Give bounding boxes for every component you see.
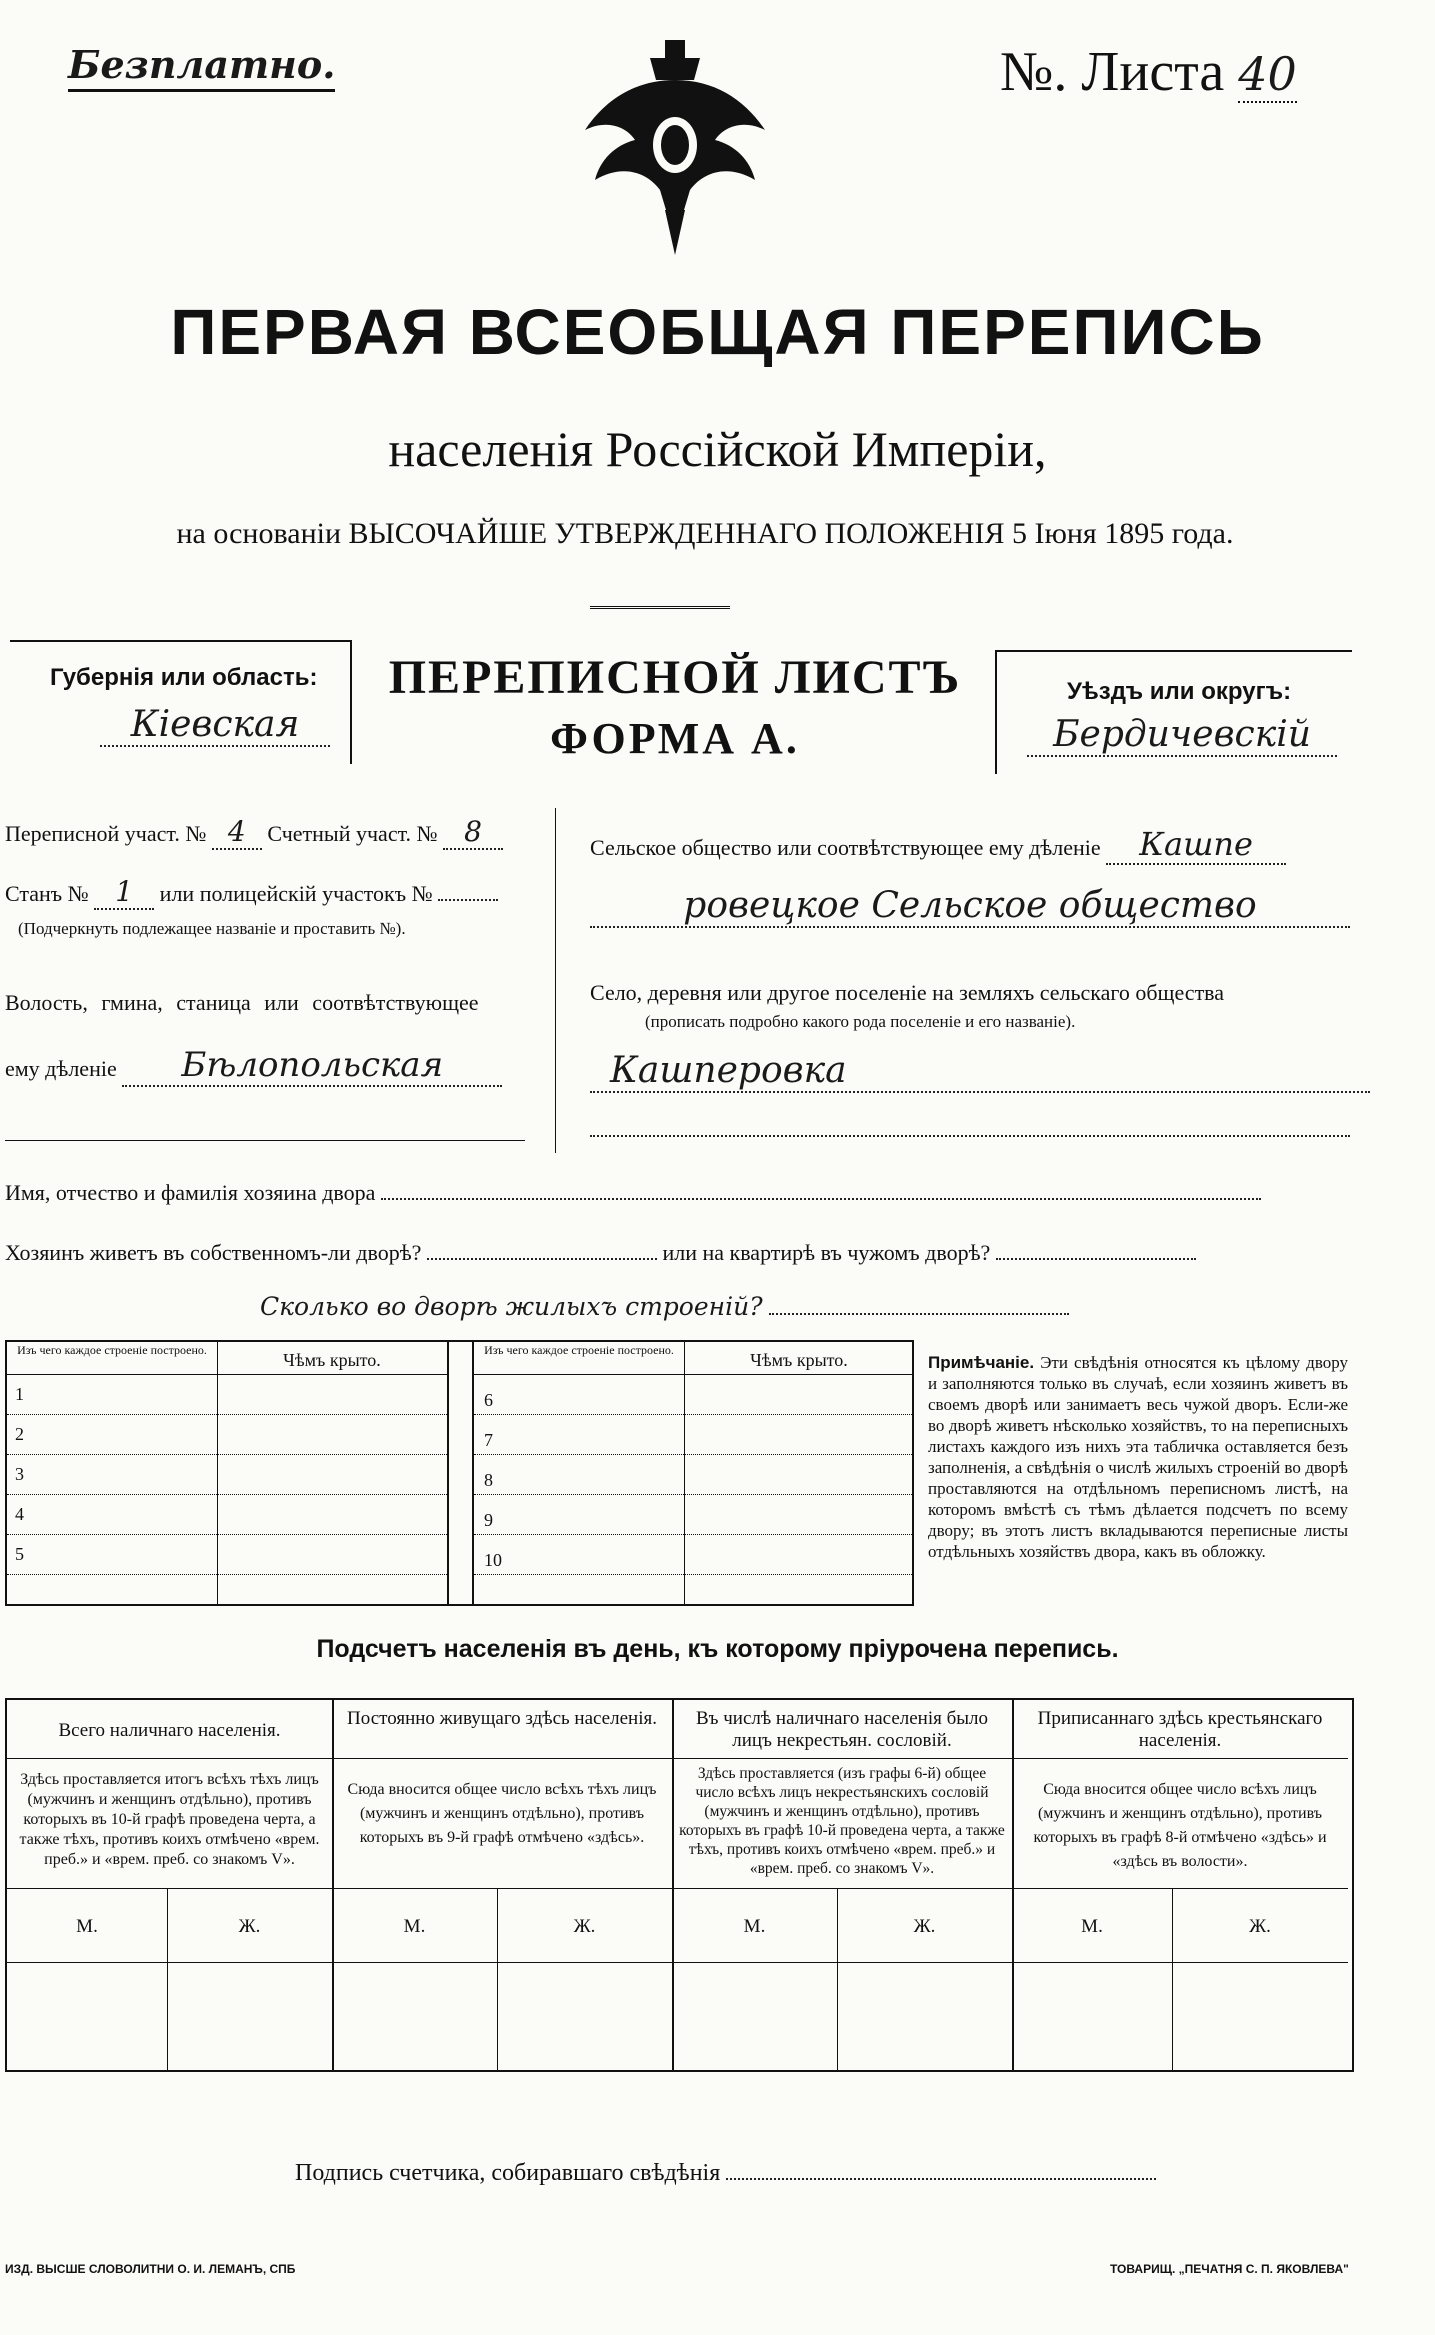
- count-col1-zh: Ж.: [238, 1916, 261, 1937]
- count-col2-head: Постоянно живущаго здѣсь населенія.: [347, 1708, 657, 1729]
- uchast-label: Переписной участ. №: [5, 821, 207, 846]
- row-num-4: 4: [15, 1504, 24, 1524]
- count-col3-zh: Ж.: [913, 1916, 936, 1937]
- stan-value[interactable]: 1: [94, 875, 154, 910]
- buildings-label: Сколько во дворѣ жилыхъ строеній?: [260, 1292, 763, 1321]
- count-table: [5, 1698, 1354, 2072]
- count-col4-zh: Ж.: [1249, 1916, 1271, 1937]
- count-col3-m: М.: [743, 1916, 766, 1937]
- row-num-9: 9: [484, 1510, 493, 1530]
- volost-label-2: ему дѣленіе: [5, 1056, 117, 1081]
- count-col1-head: Всего наличнаго населенія.: [58, 1720, 281, 1741]
- volost-row: [5, 1045, 525, 1087]
- row-num-6: 6: [484, 1390, 493, 1410]
- row-num-2: 2: [15, 1424, 24, 1444]
- police-value[interactable]: [438, 899, 498, 901]
- subtitle: населенія Россійской Имперіи,: [388, 421, 1047, 477]
- signature-value[interactable]: [726, 2178, 1156, 2180]
- owner-residence-row: [5, 1240, 1355, 1266]
- rent-value[interactable]: [996, 1258, 1196, 1260]
- owner-name-value[interactable]: [381, 1198, 1261, 1200]
- count-col1-m: М.: [76, 1916, 98, 1937]
- uezd-box: [995, 650, 1352, 774]
- schet-label: Счетный участ. №: [267, 821, 438, 846]
- gubernia-label: Губернія или область:: [50, 664, 318, 691]
- count-col3-head: Въ числѣ наличнаго населенія было лицъ некрестьян. сословій.: [695, 1708, 989, 1751]
- volost-value[interactable]: Бѣлопольская: [122, 1045, 502, 1087]
- vertical-divider: [555, 808, 556, 1153]
- ornament-divider: [590, 606, 730, 609]
- main-title: ПЕРВАЯ ВСЕОБЩАЯ ПЕРЕПИСЬ: [170, 296, 1265, 368]
- count-col2-desc: Сюда вносится общее число всѣхъ тѣхъ лицъ (мужчинъ и женщинъ отдѣльно), противъ которыхъ въ 9-й графѣ отмѣчено «здѣсь».: [347, 1781, 657, 1846]
- count-col2-m: М.: [403, 1916, 426, 1937]
- owner-name-label: Имя, отчество и фамилія хозяина двора: [5, 1180, 376, 1205]
- printer-right: ТОВАРИЩ. „ПЕЧАТНЯ С. П. ЯКОВЛЕВА": [1110, 2262, 1349, 2276]
- free-label: Безплатно.: [68, 42, 335, 92]
- own-yard-value[interactable]: [427, 1258, 657, 1260]
- left-block-rule: [5, 1140, 525, 1141]
- society-value-2[interactable]: ровецкое Сельское общество: [590, 885, 1350, 928]
- village-note: (прописать подробно какого рода поселеніе и его названіе).: [645, 1012, 1076, 1031]
- village-value[interactable]: Кашперовка: [590, 1050, 1370, 1093]
- remark-block: [928, 1352, 1348, 1562]
- row-num-5: 5: [15, 1544, 24, 1564]
- volost-label: Волость, гмина, станица или соотвѣтствующее: [5, 990, 479, 1015]
- count-col2-zh: Ж.: [573, 1916, 596, 1937]
- count-col4-m: М.: [1081, 1916, 1103, 1937]
- buildings-row: [260, 1292, 1069, 1322]
- roof-header-right: Чѣмъ крыто.: [750, 1350, 848, 1370]
- count-col4-desc: Сюда вносится общее число всѣхъ лицъ (мужчинъ и женщинъ отдѣльно), противъ которыхъ въ графѣ 8-й отмѣчено «здѣсь» и «здѣсь въ волости».: [1033, 1781, 1327, 1870]
- remark-title: Примѣчаніе.: [928, 1353, 1035, 1372]
- row-num-10: 10: [484, 1550, 502, 1570]
- count-col3-desc: Здѣсь проставляется (изъ графы 6-й) общее число всѣхъ лицъ некрестьянскихъ сословій (мужчинъ и женщинъ отдѣльно), противъ которыхъ въ графѣ 10-й проведена черта, а также тѣхъ, противъ коихъ отмѣчено «врем. преб.» и «врем. преб. со знакомъ V».: [679, 1765, 1005, 1877]
- stan-row: [5, 875, 545, 910]
- sheet-number-label: №. Листа: [1000, 41, 1225, 103]
- printer-left: ИЗД. ВЫСШЕ СЛОВОЛИТНИ О. И. ЛЕМАНЪ, СПБ: [5, 2262, 296, 2276]
- police-label: или полицейскій участокъ №: [159, 881, 433, 906]
- stan-note: (Подчеркнуть подлежащее названіе и проставить №).: [18, 919, 406, 938]
- signature-label: Подпись счетчика, собиравшаго свѣдѣнія: [295, 2160, 721, 2186]
- gubernia-box: [10, 640, 352, 764]
- village-extra-line[interactable]: [590, 1135, 1350, 1137]
- count-col4-head: Приписаннаго здѣсь крестьянскаго населенія.: [1037, 1708, 1323, 1751]
- buildings-table: [5, 1340, 914, 1606]
- society-label: Сельское общество или соотвѣтствующее ему дѣленіе: [590, 835, 1101, 860]
- society-value[interactable]: Кашпе: [1106, 825, 1286, 865]
- rent-label: или на квартирѣ въ чужомъ дворѣ?: [662, 1240, 991, 1265]
- society-row: [590, 825, 1390, 865]
- uezd-label: Уѣздъ или округъ:: [1067, 678, 1292, 705]
- count-col1-desc: Здѣсь проставляется итогъ всѣхъ тѣхъ лицъ (мужчинъ и женщинъ отдѣльно), противъ которыхъ въ 10-й графѣ проведена черта, а также тѣхъ, противъ коихъ отмѣчено «врем. преб.» и «врем. преб. со знакомъ V».: [19, 1771, 320, 1868]
- uchast-row: [5, 815, 545, 850]
- form-title: [370, 650, 980, 764]
- form-title-line2: ФОРМА А.: [550, 714, 800, 763]
- row-num-7: 7: [484, 1430, 493, 1450]
- own-yard-label: Хозяинъ живетъ въ собственномъ-ли дворѣ?: [5, 1240, 422, 1265]
- basis-line: на основаніи ВЫСОЧАЙШЕ УТВЕРЖДЕННАГО ПОЛОЖЕНІЯ 5 Іюня 1895 года.: [176, 517, 1234, 550]
- buildings-value[interactable]: [769, 1313, 1069, 1315]
- row-num-8: 8: [484, 1470, 493, 1490]
- row-num-3: 3: [15, 1464, 24, 1484]
- material-header-right: Изъ чего каждое строеніе построено.: [484, 1343, 674, 1357]
- uchast-value[interactable]: 4: [212, 815, 262, 850]
- material-header-left: Изъ чего каждое строеніе построено.: [17, 1343, 207, 1357]
- remark-text: Эти свѣдѣнія относятся къ цѣлому двору и заполняются только въ случаѣ, если хозяинъ живетъ въ своемъ дворѣ или занимаетъ весь чужой дворъ. Если-же во дворѣ живетъ нѣсколько хозяйствъ, то на переписныхъ листахъ каждого изъ нихъ эта табличка оставляется безъ заполненія, а свѣдѣнія о числѣ жилыхъ строеній во дворѣ проставляются на отдѣльномъ переписномъ листѣ, на которомъ вмѣстѣ съ тѣмъ дѣлается подсчетъ по всему двору; въ этотъ листъ вкладываются переписные листы отдѣльныхъ хозяйствъ двора, какъ въ обложку.: [928, 1353, 1349, 1561]
- stan-label: Станъ №: [5, 881, 89, 906]
- village-label: Село, деревня или другое поселеніе на земляхъ сельскаго общества: [590, 980, 1225, 1005]
- sheet-number-value: 40: [1238, 47, 1297, 101]
- uezd-value[interactable]: Бердичевскій: [1027, 714, 1337, 757]
- form-title-line1: ПЕРЕПИСНОЙ ЛИСТЪ: [388, 651, 962, 704]
- double-headed-eagle-icon: [575, 40, 775, 260]
- sheet-number: [1000, 40, 1297, 104]
- roof-header-left: Чѣмъ крыто.: [283, 1350, 381, 1370]
- owner-name-row: [5, 1180, 1355, 1206]
- row-num-1: 1: [15, 1384, 24, 1404]
- schet-value[interactable]: 8: [443, 815, 503, 850]
- gubernia-value[interactable]: Кіевская: [100, 704, 330, 747]
- count-title: Подсчетъ населенія въ день, къ которому пріурочена перепись.: [316, 1635, 1119, 1663]
- signature-row: [295, 2160, 1295, 2187]
